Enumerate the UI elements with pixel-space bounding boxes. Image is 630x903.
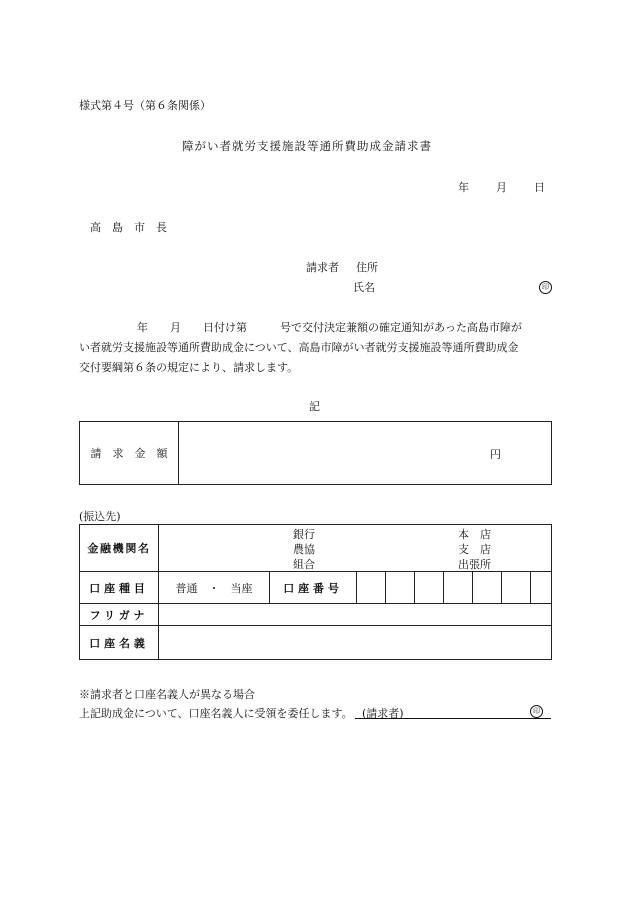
transfer-table xyxy=(79,524,552,660)
account-digit-cell[interactable] xyxy=(444,572,473,604)
account-type-value: 普通 ・ 当座 xyxy=(175,581,253,595)
account-number-label: 口座番号 xyxy=(283,581,343,595)
name-label: 氏名 xyxy=(353,281,375,294)
requester-address xyxy=(306,259,378,275)
holder-label: 口座名義 xyxy=(89,636,149,650)
account-digit-cell[interactable] xyxy=(473,572,502,604)
account-number-label-cell xyxy=(270,572,357,604)
account-digit-cell[interactable] xyxy=(531,572,552,604)
addressee: 高 島 市 長 xyxy=(90,221,167,234)
bank-label-cell xyxy=(80,525,159,572)
branch-type-office: 出張所 xyxy=(458,558,491,571)
account-digit-cell[interactable] xyxy=(386,572,415,604)
page-title: 障がい者就労支援施設等通所費助成金請求書 xyxy=(182,139,432,153)
note-seal: 印 xyxy=(530,705,543,718)
body-line-3: 交付要綱第６条の規定により、請求します。 xyxy=(79,361,299,374)
branch-type-list xyxy=(458,527,491,572)
note-text: 上記助成金について、口座名義人に受領を委任します。 xyxy=(79,707,353,720)
amount-table xyxy=(79,421,552,485)
seal-mark: 印 xyxy=(539,281,552,294)
amount-value-cell[interactable] xyxy=(179,422,552,485)
body-line-1: 年 月 日付け第 号で交付決定兼額の確定通知があった高島市障が xyxy=(137,321,522,334)
bank-value-cell[interactable] xyxy=(159,525,552,572)
branch-type-main: 本 店 xyxy=(458,528,491,541)
requester-label: 請求者 xyxy=(306,261,339,274)
bank-type-union: 組合 xyxy=(293,558,315,571)
requester-seal xyxy=(539,279,552,294)
address-label: 住所 xyxy=(356,261,378,274)
account-digit-cell[interactable] xyxy=(502,572,531,604)
furigana-label-cell xyxy=(80,604,159,626)
note-title: ※請求者と口座名義人が異なる場合 xyxy=(79,688,255,701)
body-line-2: い者就労支援施設等通所費助成金について、高島市障がい者就労支援施設等通所費助成金 xyxy=(79,341,519,354)
bank-label: 金融機関名 xyxy=(87,542,151,555)
requester-signature-line[interactable] xyxy=(355,705,551,719)
date-year: 年 xyxy=(458,181,469,194)
account-type-label-cell xyxy=(80,572,159,604)
holder-label-cell xyxy=(80,626,159,660)
furigana-label: フリガナ xyxy=(89,608,149,622)
account-type-label: 口座種目 xyxy=(89,581,149,595)
bank-type-bank: 銀行 xyxy=(293,528,315,541)
amount-label: 請 求 金 額 xyxy=(90,447,168,460)
note-requester-label: (請求者) xyxy=(362,707,404,720)
form-number: 様式第４号（第６条関係） xyxy=(79,99,211,112)
amount-label-cell xyxy=(80,422,179,485)
branch-type-branch: 支 店 xyxy=(458,543,491,556)
account-digit-cell[interactable] xyxy=(415,572,444,604)
account-digit-cell[interactable] xyxy=(357,572,386,604)
bank-type-list xyxy=(293,527,315,572)
date-month: 月 xyxy=(496,181,507,194)
furigana-value-cell[interactable] xyxy=(159,604,552,626)
account-type-value-cell[interactable] xyxy=(159,572,270,604)
date-day: 日 xyxy=(534,181,545,194)
date-line xyxy=(458,179,545,195)
holder-value-cell[interactable] xyxy=(159,626,552,660)
transfer-heading: (振込先) xyxy=(79,510,121,523)
bank-type-ja: 農協 xyxy=(293,543,315,556)
amount-unit: 円 xyxy=(490,448,501,461)
ki-heading: 記 xyxy=(309,400,320,413)
